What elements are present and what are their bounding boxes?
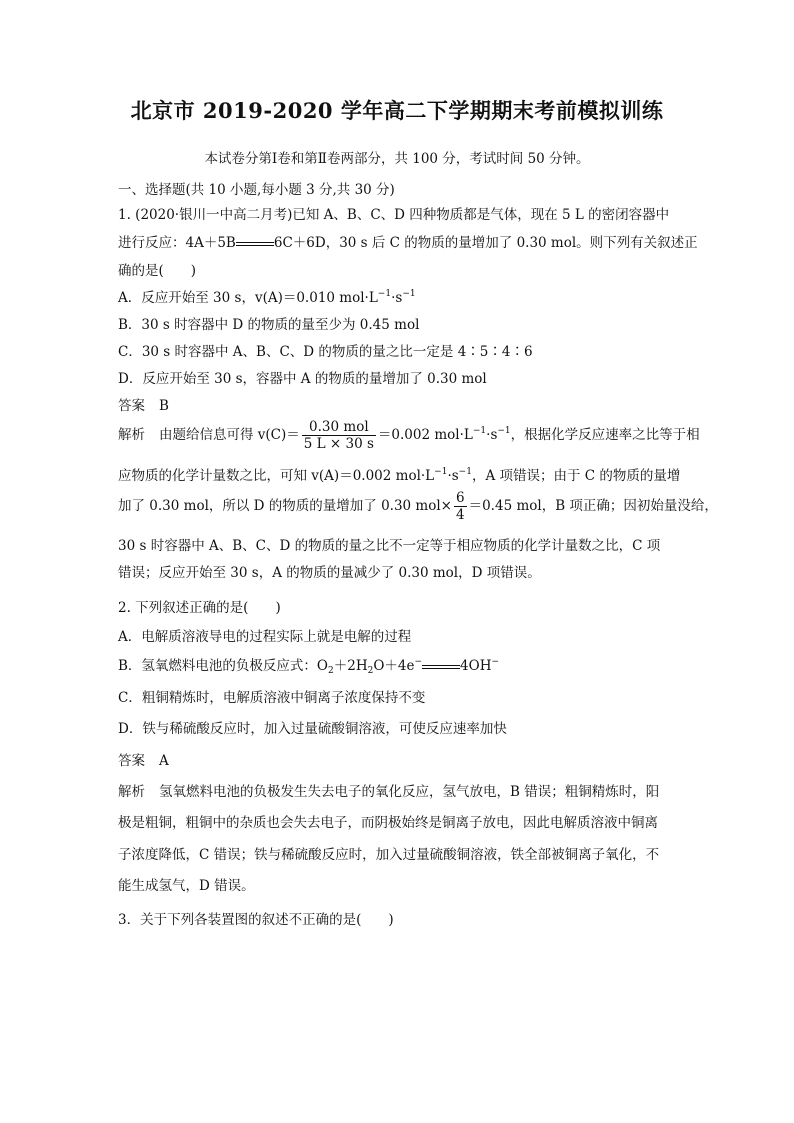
reaction-equals-sign: [422, 662, 460, 672]
section-heading: 一、选择题(共 10 小题,每小题 3 分,共 30 分): [118, 182, 395, 198]
fraction-rate-c: $\frac{\text{0.30 mol}}{5 L \times 30 s}$: [303, 419, 374, 452]
q2-answer: 答案 A: [118, 753, 169, 769]
q1-option-d: D．反应开始至 30 s，容器中 A 的物质的量增加了 0.30 mol: [118, 371, 487, 387]
q1-option-b: B．30 s 时容器中 D 的物质的量至少为 0.45 mol: [118, 317, 420, 333]
q1-answer: 答案 B: [118, 398, 169, 414]
q2-explanation-line-2: 极是粗铜，粗铜中的杂质也会失去电子，而阴极始终是铜离子放电，因此电解质溶液中铜离: [118, 815, 658, 831]
page-title: 北京市 2019-2020 学年高二下学期期末考前模拟训练: [130, 98, 664, 123]
q2-option-c: C．粗铜精炼时，电解质溶液中铜离子浓度保持不变: [118, 690, 426, 706]
q1-explanation-line-1: 解析 由题给信息可得 v(C)＝ $\frac{\text{0.30 mol}}{5 L \times 30 s}$ ＝0.002 $mol\cdot L^{-1}\cdot s^{-1}$，根据化学反应速率之比等于相: [118, 419, 700, 452]
q1-explanation-line-5: 错误；反应开始至 30 s，A 的物质的量减少了 0.30 mol，D 项错误。: [118, 565, 541, 581]
q1-stem-line-2: 进行反应：4A＋5B 6C＋6D，30 s 后 C 的物质的量增加了 0.30 mol。则下列有关叙述正: [118, 235, 698, 251]
q1-stem-line-3: 确的是( ): [118, 263, 197, 279]
q1-explanation-line-2: 应物质的化学计量数之比，可知 v(A)＝0.002 $mol\cdot L^{-1}\cdot s^{-1}$，A 项错误；由于 C 的物质的量增: [118, 467, 681, 484]
q2-stem: 2. 下列叙述正确的是( ): [118, 600, 281, 616]
q2-option-d: D．铁与稀硫酸反应时，加入过量硫酸铜溶液，可使反应速率加快: [118, 721, 507, 737]
q2-explanation-line-1: 解析 氢氧燃料电池的负极发生失去电子的氧化反应，氢气放电，B 错误；粗铜精炼时，阳: [118, 784, 660, 800]
q2-option-a: A．电解质溶液导电的过程实际上就是电解的过程: [118, 629, 412, 645]
q2-option-b: B．氢氧燃料电池的负极反应式：$O_2+2H_2O+4e^-$ 4OH−: [118, 657, 500, 676]
q1-stem-line-1: 1. (2020·银川一中高二月考)已知 A、B、C、D 四种物质都是气体，现在 5 L 的密闭容器中: [118, 207, 670, 223]
q1-option-a: A．反应开始至 30 s，v(A)＝0.010 $mol\cdot L^{-1}\cdot s^{-1}$: [118, 289, 416, 306]
q1-explanation-line-4: 30 s 时容器中 A、B、C、D 的物质的量之比不一定等于相应物质的化学计量数之比，C 项: [118, 538, 661, 554]
fraction-ratio: $\frac{6}{4}$: [456, 490, 465, 523]
q2-explanation-line-3: 子浓度降低，C 错误；铁与稀硫酸反应时，加入过量硫酸铜溶液，铁全部被铜离子氧化，不: [118, 847, 660, 863]
q2-explanation-line-4: 能生成氢气，D 错误。: [118, 878, 255, 894]
reaction-equilibrium-sign: [236, 239, 274, 249]
q1-option-c: C．30 s 时容器中 A、B、C、D 的物质的量之比一定是 4∶5∶4∶6: [118, 344, 533, 360]
q3-stem: 3．关于下列各装置图的叙述不正确的是( ): [118, 912, 394, 928]
exam-instructions: 本试卷分第Ⅰ卷和第Ⅱ卷两部分，共 100 分，考试时间 50 分钟。: [204, 151, 590, 167]
q1-explanation-line-3: 加了 0.30 mol，所以 D 的物质的量增加了 0.30 mol× $\frac{6}{4}$ ＝0.45 mol，B 项正确；因初始量没给，: [118, 490, 718, 523]
